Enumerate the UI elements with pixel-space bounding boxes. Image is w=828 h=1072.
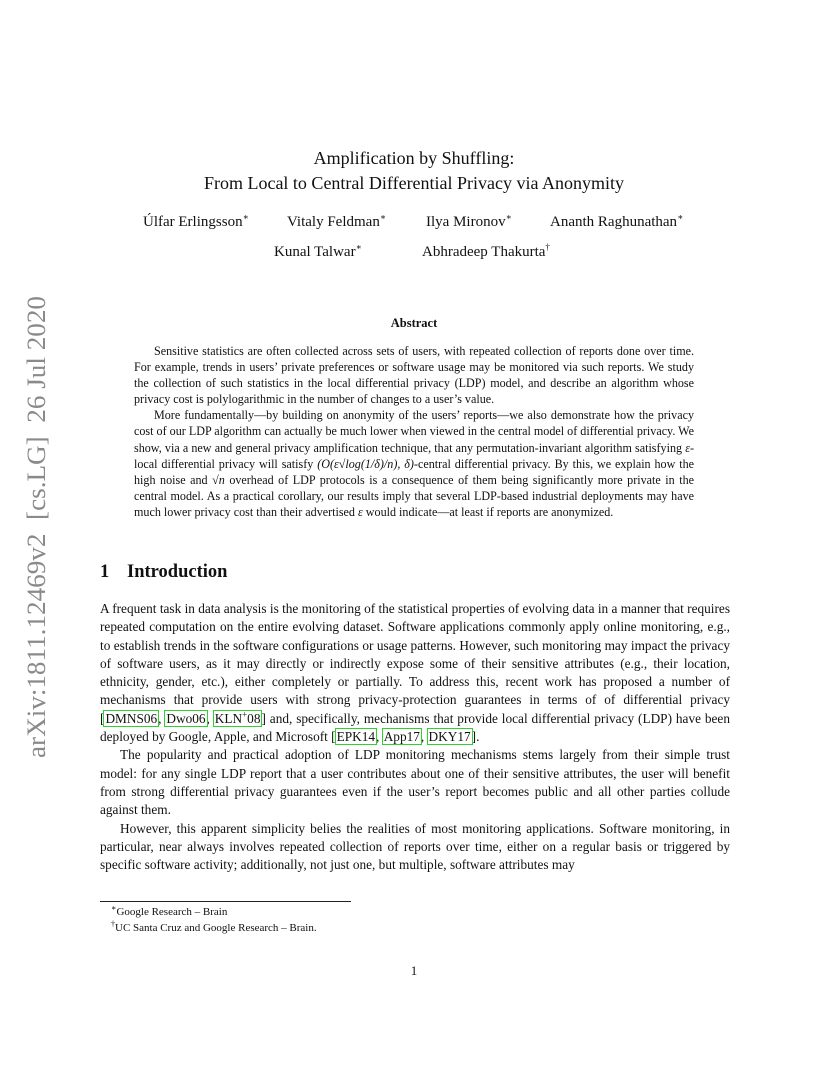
abstract-body [134, 343, 694, 520]
citation-link[interactable]: DKY17 [428, 729, 471, 745]
section-title: Introduction [127, 562, 228, 582]
introduction-body [100, 600, 730, 874]
footnote: †UC Santa Cruz and Google Research – Brain. [111, 918, 317, 934]
title-line-2: From Local to Central Differential Privacy via Anonymity [203, 173, 625, 193]
title-line-1: Amplification by Shuffling: [313, 148, 515, 168]
abstract-heading: Abstract [390, 316, 438, 330]
privacy-bound-formula: (O(ε√log(1/δ)/n), δ) [317, 456, 414, 471]
intro-paragraph-1: A frequent task in data analysis is the monitoring of the statistical properties of evolving data in a manner that requires repeated computation on the entire evolving dataset. Software applications commonly apply online monitoring, e.g., to establish trends in the software configurations or usage patterns. However, such monitoring may impact the privacy of software users, as it may directly or indirectly expose some of their sensitive attributes (e.g., their location, ethnicity, gender, etc.), either completely or partially. To address this, recent work has proposed a number of mechanisms that provide users with strong privacy-protection guarantees in terms of of differential privacy [DMNS06, Dwo06, KLN+08] and, specifically, mechanisms that provide local differential privacy (LDP) have been deployed by Google, Apple, and Microsoft [EPK14, App17, DKY17]. [100, 601, 730, 745]
arxiv-stamp-text: arXiv:1811.12469v2 [cs.LG] 26 Jul 2020 [21, 307, 51, 758]
citation-link[interactable]: DMNS06 [105, 710, 158, 726]
paper-title [0, 146, 828, 196]
footnote: ∗Google Research – Brain [111, 903, 228, 918]
author: Abhradeep Thakurta† [422, 242, 550, 260]
citation-link[interactable]: EPK14 [336, 729, 376, 745]
citation-link[interactable]: Dwo06 [166, 710, 206, 726]
author: Ilya Mironov∗ [426, 212, 512, 230]
footnotes [111, 905, 317, 936]
arxiv-identifier-stamp [14, 296, 54, 758]
citation-link[interactable]: App17 [383, 729, 420, 745]
page-number: 1 [410, 963, 418, 978]
author: Kunal Talwar∗ [274, 242, 362, 260]
intro-paragraph-2: The popularity and practical adoption of LDP monitoring mechanisms stems largely from their simple trust model: for any single LDP report that a user contributes about one of their sensitive attributes, the user will benefit from strong differential privacy guarantees even if the user’s report becomes public and all other parties collude against them. [100, 747, 730, 818]
author: Vitaly Feldman∗ [287, 212, 386, 230]
abstract-paragraph-1: Sensitive statistics are often collected across sets of users, with repeated collection of reports done over time. For example, trends in users’ private preferences or software usage may be monitored via such reports. We study the collection of such statistics in the local differential privacy (LDP) model, and describe an algorithm whose privacy cost is polylogarithmic in the number of changes to a user’s value. [134, 344, 694, 407]
footnote-rule [100, 901, 351, 902]
author: Úlfar Erlingsson∗ [143, 212, 249, 230]
abstract-paragraph-2: More fundamentally—by building on anonymity of the users’ reports—we also demonstrate how the privacy cost of our LDP algorithm can actually be much lower when viewed in the central model of differential privacy. We show, via a new and general privacy amplification technique, that any permutation-invariant algorithm satisfying ε-local differential privacy will satisfy (O(ε√log(1/δ)/n), δ)-central differential privacy. By this, we explain how the high noise and √n overhead of LDP protocols is a consequence of them being significantly more private in the central model. As a practical corollary, our results imply that several LDP-based industrial deployments may have much lower privacy cost than their advertised ε would indicate—at least if reports are anonymized. [134, 408, 695, 519]
section-number: 1 [100, 562, 110, 582]
citation-link[interactable]: KLN+08 [214, 709, 261, 726]
section-heading-introduction [100, 562, 227, 583]
intro-paragraph-3: However, this apparent simplicity belies the realities of most monitoring applications. Software monitoring, in particular, near always involves repeated collection of reports over time, either on a regular basis or triggered by specific software activity; additionally, not just one, but multiple, software attributes may [100, 820, 730, 873]
author: Ananth Raghunathan∗ [550, 212, 684, 230]
